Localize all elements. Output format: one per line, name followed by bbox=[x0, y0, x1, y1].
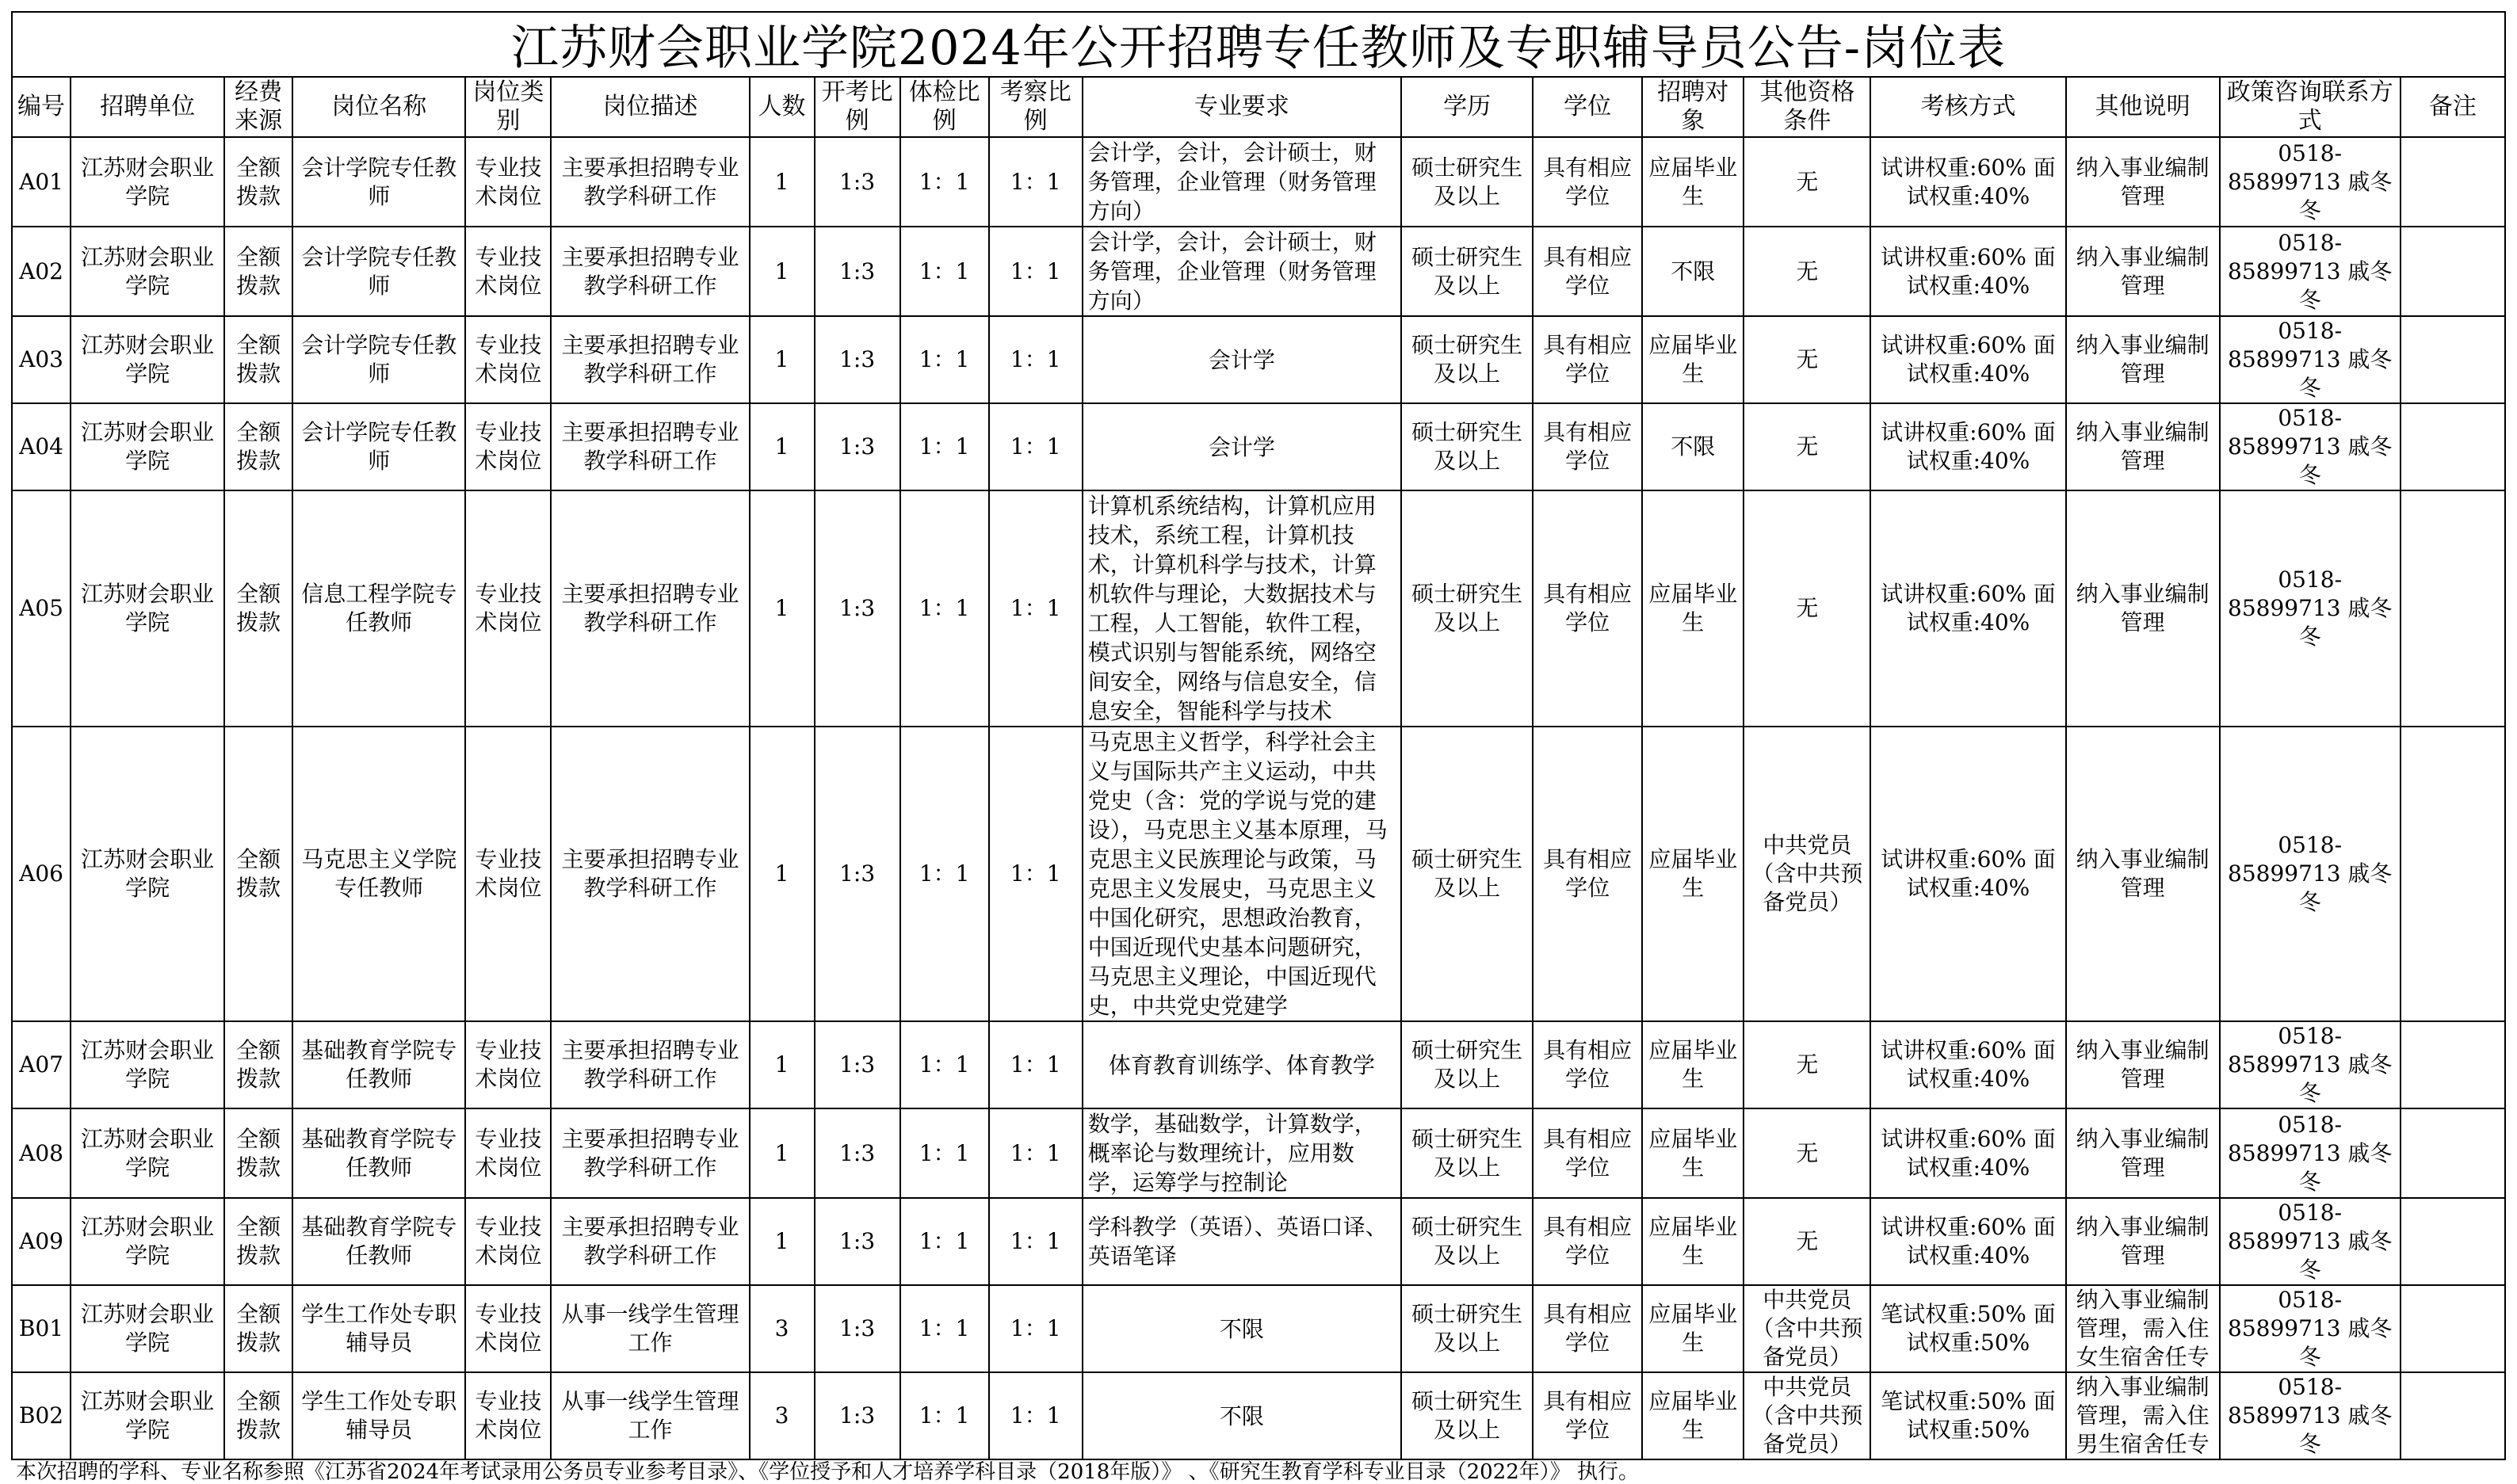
cell-category: 专业技术岗位 bbox=[465, 227, 551, 316]
column-header: 人数 bbox=[750, 77, 815, 137]
cell-inspect-ratio: 1：1 bbox=[989, 316, 1083, 403]
cell-exam-ratio: 1:3 bbox=[815, 403, 900, 490]
cell-contact: 0518-85899713 戚冬冬 bbox=[2220, 403, 2401, 490]
cell-assess: 试讲权重:60% 面试权重:40% bbox=[1870, 490, 2065, 727]
cell-target: 应届毕业生 bbox=[1642, 1108, 1744, 1198]
cell-contact: 0518-85899713 戚冬冬 bbox=[2220, 727, 2401, 1021]
table-row bbox=[12, 1198, 2505, 1285]
cell-id: A02 bbox=[12, 227, 71, 316]
cell-contact: 0518-85899713 戚冬冬 bbox=[2220, 1108, 2401, 1198]
cell-edu: 硕士研究生及以上 bbox=[1401, 1285, 1533, 1372]
cell-remark bbox=[2401, 1108, 2505, 1198]
column-header: 考察比例 bbox=[989, 77, 1083, 137]
cell-edu: 硕士研究生及以上 bbox=[1401, 316, 1533, 403]
cell-major: 数学，基础数学，计算数学，概率论与数理统计，应用数学，运筹学与控制论 bbox=[1083, 1108, 1401, 1198]
cell-target: 应届毕业生 bbox=[1642, 316, 1744, 403]
cell-degree: 具有相应学位 bbox=[1533, 137, 1642, 227]
column-header: 体检比例 bbox=[900, 77, 989, 137]
table-row bbox=[12, 227, 2505, 316]
column-header: 考核方式 bbox=[1870, 77, 2065, 137]
cell-major: 会计学，会计，会计硕士，财务管理，企业管理（财务管理方向） bbox=[1083, 137, 1401, 227]
cell-degree: 具有相应学位 bbox=[1533, 1372, 1642, 1459]
cell-funding: 全额拨款 bbox=[224, 1108, 292, 1198]
cell-unit: 江苏财会职业学院 bbox=[71, 316, 224, 403]
cell-edu: 硕士研究生及以上 bbox=[1401, 403, 1533, 490]
column-header: 其他资格条件 bbox=[1744, 77, 1870, 137]
cell-post: 基础教育学院专任教师 bbox=[292, 1108, 465, 1198]
cell-target: 应届毕业生 bbox=[1642, 490, 1744, 727]
column-header: 其他说明 bbox=[2066, 77, 2220, 137]
cell-note: 纳入事业编制管理 bbox=[2066, 403, 2220, 490]
column-header: 专业要求 bbox=[1083, 77, 1401, 137]
cell-target: 应届毕业生 bbox=[1642, 727, 1744, 1021]
cell-contact: 0518-85899713 戚冬冬 bbox=[2220, 490, 2401, 727]
cell-unit: 江苏财会职业学院 bbox=[71, 1372, 224, 1459]
cell-exam-ratio: 1:3 bbox=[815, 1285, 900, 1372]
cell-target: 应届毕业生 bbox=[1642, 137, 1744, 227]
cell-edu: 硕士研究生及以上 bbox=[1401, 137, 1533, 227]
cell-assess: 试讲权重:60% 面试权重:40% bbox=[1870, 1021, 2065, 1108]
cell-physical-ratio: 1：1 bbox=[900, 727, 989, 1021]
cell-id: A01 bbox=[12, 137, 71, 227]
cell-assess: 试讲权重:60% 面试权重:40% bbox=[1870, 1108, 2065, 1198]
cell-inspect-ratio: 1：1 bbox=[989, 403, 1083, 490]
cell-contact: 0518-85899713 戚冬冬 bbox=[2220, 227, 2401, 316]
cell-count: 1 bbox=[750, 403, 815, 490]
cell-degree: 具有相应学位 bbox=[1533, 227, 1642, 316]
cell-contact: 0518-85899713 戚冬冬 bbox=[2220, 1021, 2401, 1108]
positions-table bbox=[11, 76, 2506, 1460]
cell-desc: 主要承担招聘专业教学科研工作 bbox=[551, 1198, 749, 1285]
column-header: 备注 bbox=[2401, 77, 2505, 137]
cell-edu: 硕士研究生及以上 bbox=[1401, 1108, 1533, 1198]
cell-note: 纳入事业编制管理 bbox=[2066, 1198, 2220, 1285]
cell-count: 1 bbox=[750, 490, 815, 727]
cell-degree: 具有相应学位 bbox=[1533, 403, 1642, 490]
cell-edu: 硕士研究生及以上 bbox=[1401, 1198, 1533, 1285]
cell-remark bbox=[2401, 1285, 2505, 1372]
cell-other-qual: 无 bbox=[1744, 1198, 1870, 1285]
cell-inspect-ratio: 1：1 bbox=[989, 227, 1083, 316]
cell-note: 纳入事业编制管理 bbox=[2066, 316, 2220, 403]
table-row bbox=[12, 727, 2505, 1021]
cell-desc: 从事一线学生管理工作 bbox=[551, 1285, 749, 1372]
cell-degree: 具有相应学位 bbox=[1533, 316, 1642, 403]
cell-other-qual: 无 bbox=[1744, 403, 1870, 490]
cell-id: A09 bbox=[12, 1198, 71, 1285]
cell-remark bbox=[2401, 227, 2505, 316]
cell-edu: 硕士研究生及以上 bbox=[1401, 1372, 1533, 1459]
cell-note: 纳入事业编制管理 bbox=[2066, 227, 2220, 316]
cell-other-qual: 中共党员（含中共预备党员） bbox=[1744, 1285, 1870, 1372]
cell-assess: 试讲权重:60% 面试权重:40% bbox=[1870, 316, 2065, 403]
header-row bbox=[12, 77, 2505, 137]
cell-assess: 试讲权重:60% 面试权重:40% bbox=[1870, 137, 2065, 227]
cell-count: 1 bbox=[750, 316, 815, 403]
column-header: 学位 bbox=[1533, 77, 1642, 137]
cell-funding: 全额拨款 bbox=[224, 1021, 292, 1108]
cell-desc: 主要承担招聘专业教学科研工作 bbox=[551, 227, 749, 316]
cell-desc: 主要承担招聘专业教学科研工作 bbox=[551, 137, 749, 227]
cell-post: 会计学院专任教师 bbox=[292, 137, 465, 227]
cell-assess: 试讲权重:60% 面试权重:40% bbox=[1870, 227, 2065, 316]
cell-funding: 全额拨款 bbox=[224, 1285, 292, 1372]
cell-remark bbox=[2401, 1021, 2505, 1108]
cell-category: 专业技术岗位 bbox=[465, 1198, 551, 1285]
table-row bbox=[12, 403, 2505, 490]
cell-degree: 具有相应学位 bbox=[1533, 1285, 1642, 1372]
cell-funding: 全额拨款 bbox=[224, 1198, 292, 1285]
cell-funding: 全额拨款 bbox=[224, 727, 292, 1021]
cell-edu: 硕士研究生及以上 bbox=[1401, 727, 1533, 1021]
cell-major: 不限 bbox=[1083, 1372, 1401, 1459]
cell-note: 纳入事业编制管理，需入住男生宿舍任专 bbox=[2066, 1372, 2220, 1459]
column-header: 经费来源 bbox=[224, 77, 292, 137]
cell-major: 会计学，会计，会计硕士，财务管理，企业管理（财务管理方向） bbox=[1083, 227, 1401, 316]
footnote: 本次招聘的学科、专业名称参照《江苏省2024年考试录用公务员专业参考目录》、《学位授予和人才培养学科目录（2018年版）》 、《研究生教育学科专业目录（2022年）》 执行。 bbox=[16, 1460, 1640, 1484]
cell-exam-ratio: 1:3 bbox=[815, 1021, 900, 1108]
column-header: 开考比例 bbox=[815, 77, 900, 137]
cell-desc: 从事一线学生管理工作 bbox=[551, 1372, 749, 1459]
cell-note: 纳入事业编制管理 bbox=[2066, 137, 2220, 227]
column-header: 编号 bbox=[12, 77, 71, 137]
cell-count: 1 bbox=[750, 227, 815, 316]
cell-other-qual: 无 bbox=[1744, 1108, 1870, 1198]
cell-category: 专业技术岗位 bbox=[465, 137, 551, 227]
cell-physical-ratio: 1：1 bbox=[900, 1198, 989, 1285]
cell-remark bbox=[2401, 727, 2505, 1021]
cell-major: 学科教学（英语）、英语口译、英语笔译 bbox=[1083, 1198, 1401, 1285]
cell-major: 体育教育训练学、体育教学 bbox=[1083, 1021, 1401, 1108]
cell-other-qual: 无 bbox=[1744, 227, 1870, 316]
column-header: 招聘单位 bbox=[71, 77, 224, 137]
cell-degree: 具有相应学位 bbox=[1533, 1198, 1642, 1285]
cell-inspect-ratio: 1：1 bbox=[989, 1285, 1083, 1372]
cell-remark bbox=[2401, 490, 2505, 727]
cell-physical-ratio: 1：1 bbox=[900, 1021, 989, 1108]
cell-target: 应届毕业生 bbox=[1642, 1372, 1744, 1459]
cell-exam-ratio: 1:3 bbox=[815, 1372, 900, 1459]
cell-desc: 主要承担招聘专业教学科研工作 bbox=[551, 403, 749, 490]
cell-id: A03 bbox=[12, 316, 71, 403]
cell-other-qual: 无 bbox=[1744, 316, 1870, 403]
cell-id: A04 bbox=[12, 403, 71, 490]
cell-physical-ratio: 1：1 bbox=[900, 490, 989, 727]
cell-physical-ratio: 1：1 bbox=[900, 227, 989, 316]
cell-note: 纳入事业编制管理 bbox=[2066, 490, 2220, 727]
cell-contact: 0518-85899713 戚冬冬 bbox=[2220, 1198, 2401, 1285]
cell-contact: 0518-85899713 戚冬冬 bbox=[2220, 316, 2401, 403]
column-header: 学历 bbox=[1401, 77, 1533, 137]
cell-major: 会计学 bbox=[1083, 403, 1401, 490]
cell-id: A08 bbox=[12, 1108, 71, 1198]
cell-assess: 笔试权重:50% 面试权重:50% bbox=[1870, 1372, 2065, 1459]
cell-desc: 主要承担招聘专业教学科研工作 bbox=[551, 727, 749, 1021]
cell-post: 基础教育学院专任教师 bbox=[292, 1198, 465, 1285]
cell-assess: 试讲权重:60% 面试权重:40% bbox=[1870, 727, 2065, 1021]
cell-desc: 主要承担招聘专业教学科研工作 bbox=[551, 490, 749, 727]
cell-physical-ratio: 1：1 bbox=[900, 1372, 989, 1459]
cell-desc: 主要承担招聘专业教学科研工作 bbox=[551, 1108, 749, 1198]
cell-post: 马克思主义学院专任教师 bbox=[292, 727, 465, 1021]
cell-inspect-ratio: 1：1 bbox=[989, 137, 1083, 227]
cell-category: 专业技术岗位 bbox=[465, 316, 551, 403]
cell-category: 专业技术岗位 bbox=[465, 403, 551, 490]
cell-count: 3 bbox=[750, 1285, 815, 1372]
table-row bbox=[12, 1372, 2505, 1459]
cell-inspect-ratio: 1：1 bbox=[989, 1372, 1083, 1459]
cell-inspect-ratio: 1：1 bbox=[989, 1021, 1083, 1108]
cell-remark bbox=[2401, 1198, 2505, 1285]
cell-degree: 具有相应学位 bbox=[1533, 490, 1642, 727]
cell-category: 专业技术岗位 bbox=[465, 1021, 551, 1108]
cell-exam-ratio: 1:3 bbox=[815, 490, 900, 727]
cell-exam-ratio: 1:3 bbox=[815, 227, 900, 316]
cell-count: 1 bbox=[750, 1021, 815, 1108]
cell-post: 基础教育学院专任教师 bbox=[292, 1021, 465, 1108]
cell-remark bbox=[2401, 316, 2505, 403]
cell-unit: 江苏财会职业学院 bbox=[71, 137, 224, 227]
cell-count: 3 bbox=[750, 1372, 815, 1459]
cell-remark bbox=[2401, 137, 2505, 227]
cell-exam-ratio: 1:3 bbox=[815, 137, 900, 227]
column-header: 岗位类别 bbox=[465, 77, 551, 137]
cell-funding: 全额拨款 bbox=[224, 227, 292, 316]
cell-target: 应届毕业生 bbox=[1642, 1021, 1744, 1108]
column-header: 岗位名称 bbox=[292, 77, 465, 137]
cell-funding: 全额拨款 bbox=[224, 490, 292, 727]
cell-major: 不限 bbox=[1083, 1285, 1401, 1372]
cell-other-qual: 无 bbox=[1744, 137, 1870, 227]
cell-inspect-ratio: 1：1 bbox=[989, 1198, 1083, 1285]
cell-desc: 主要承担招聘专业教学科研工作 bbox=[551, 1021, 749, 1108]
cell-unit: 江苏财会职业学院 bbox=[71, 1108, 224, 1198]
cell-unit: 江苏财会职业学院 bbox=[71, 227, 224, 316]
cell-post: 会计学院专任教师 bbox=[292, 403, 465, 490]
cell-funding: 全额拨款 bbox=[224, 137, 292, 227]
table-row bbox=[12, 490, 2505, 727]
table-row bbox=[12, 1021, 2505, 1108]
cell-physical-ratio: 1：1 bbox=[900, 403, 989, 490]
cell-note: 纳入事业编制管理 bbox=[2066, 1021, 2220, 1108]
cell-post: 学生工作处专职辅导员 bbox=[292, 1372, 465, 1459]
cell-other-qual: 中共党员（含中共预备党员） bbox=[1744, 1372, 1870, 1459]
cell-note: 纳入事业编制管理 bbox=[2066, 1108, 2220, 1198]
table-row bbox=[12, 1285, 2505, 1372]
cell-major: 会计学 bbox=[1083, 316, 1401, 403]
cell-note: 纳入事业编制管理 bbox=[2066, 727, 2220, 1021]
cell-physical-ratio: 1：1 bbox=[900, 1108, 989, 1198]
cell-id: A05 bbox=[12, 490, 71, 727]
cell-other-qual: 无 bbox=[1744, 490, 1870, 727]
cell-id: B02 bbox=[12, 1372, 71, 1459]
cell-physical-ratio: 1：1 bbox=[900, 316, 989, 403]
column-header: 招聘对象 bbox=[1642, 77, 1744, 137]
cell-unit: 江苏财会职业学院 bbox=[71, 403, 224, 490]
cell-category: 专业技术岗位 bbox=[465, 490, 551, 727]
cell-category: 专业技术岗位 bbox=[465, 727, 551, 1021]
cell-unit: 江苏财会职业学院 bbox=[71, 727, 224, 1021]
cell-post: 信息工程学院专任教师 bbox=[292, 490, 465, 727]
cell-remark bbox=[2401, 403, 2505, 490]
column-header: 岗位描述 bbox=[551, 77, 749, 137]
job-table-sheet bbox=[11, 11, 2506, 1484]
cell-id: B01 bbox=[12, 1285, 71, 1372]
cell-assess: 试讲权重:60% 面试权重:40% bbox=[1870, 403, 2065, 490]
cell-degree: 具有相应学位 bbox=[1533, 727, 1642, 1021]
cell-assess: 笔试权重:50% 面试权重:50% bbox=[1870, 1285, 2065, 1372]
cell-other-qual: 无 bbox=[1744, 1021, 1870, 1108]
cell-exam-ratio: 1:3 bbox=[815, 1198, 900, 1285]
table-row bbox=[12, 137, 2505, 227]
cell-degree: 具有相应学位 bbox=[1533, 1021, 1642, 1108]
cell-funding: 全额拨款 bbox=[224, 316, 292, 403]
cell-assess: 试讲权重:60% 面试权重:40% bbox=[1870, 1198, 2065, 1285]
cell-unit: 江苏财会职业学院 bbox=[71, 490, 224, 727]
cell-physical-ratio: 1：1 bbox=[900, 137, 989, 227]
cell-count: 1 bbox=[750, 727, 815, 1021]
cell-contact: 0518-85899713 戚冬冬 bbox=[2220, 1285, 2401, 1372]
cell-exam-ratio: 1:3 bbox=[815, 727, 900, 1021]
cell-major: 马克思主义哲学，科学社会主义与国际共产主义运动，中共党史（含：党的学说与党的建设），马克思主义基本原理，马克思主义民族理论与政策，马克思主义发展史，马克思主义中国化研究，思想政治教育，中国近现代史基本问题研究，马克思主义理论，中国近现代史，中共党史党建学 bbox=[1083, 727, 1401, 1021]
cell-contact: 0518-85899713 戚冬冬 bbox=[2220, 137, 2401, 227]
cell-post: 会计学院专任教师 bbox=[292, 227, 465, 316]
cell-funding: 全额拨款 bbox=[224, 1372, 292, 1459]
cell-target: 不限 bbox=[1642, 403, 1744, 490]
cell-id: A06 bbox=[12, 727, 71, 1021]
page-title: 江苏财会职业学院2024年公开招聘专任教师及专职辅导员公告-岗位表 bbox=[11, 11, 2506, 76]
cell-post: 学生工作处专职辅导员 bbox=[292, 1285, 465, 1372]
cell-inspect-ratio: 1：1 bbox=[989, 1108, 1083, 1198]
cell-other-qual: 中共党员（含中共预备党员） bbox=[1744, 727, 1870, 1021]
cell-count: 1 bbox=[750, 1108, 815, 1198]
cell-physical-ratio: 1：1 bbox=[900, 1285, 989, 1372]
cell-edu: 硕士研究生及以上 bbox=[1401, 490, 1533, 727]
cell-unit: 江苏财会职业学院 bbox=[71, 1021, 224, 1108]
cell-id: A07 bbox=[12, 1021, 71, 1108]
cell-major: 计算机系统结构，计算机应用技术，系统工程，计算机技术，计算机科学与技术，计算机软件与理论，大数据技术与工程，人工智能，软件工程，模式识别与智能系统，网络空间安全，网络与信息安全，信息安全，智能科学与技术 bbox=[1083, 490, 1401, 727]
table-row bbox=[12, 1108, 2505, 1198]
cell-target: 应届毕业生 bbox=[1642, 1285, 1744, 1372]
cell-count: 1 bbox=[750, 137, 815, 227]
cell-edu: 硕士研究生及以上 bbox=[1401, 227, 1533, 316]
cell-post: 会计学院专任教师 bbox=[292, 316, 465, 403]
cell-degree: 具有相应学位 bbox=[1533, 1108, 1642, 1198]
cell-unit: 江苏财会职业学院 bbox=[71, 1285, 224, 1372]
cell-category: 专业技术岗位 bbox=[465, 1108, 551, 1198]
cell-exam-ratio: 1:3 bbox=[815, 1108, 900, 1198]
cell-contact: 0518-85899713 戚冬冬 bbox=[2220, 1372, 2401, 1459]
column-header: 政策咨询联系方式 bbox=[2220, 77, 2401, 137]
cell-edu: 硕士研究生及以上 bbox=[1401, 1021, 1533, 1108]
cell-unit: 江苏财会职业学院 bbox=[71, 1198, 224, 1285]
cell-category: 专业技术岗位 bbox=[465, 1285, 551, 1372]
cell-target: 应届毕业生 bbox=[1642, 1198, 1744, 1285]
cell-remark bbox=[2401, 1372, 2505, 1459]
cell-target: 不限 bbox=[1642, 227, 1744, 316]
cell-exam-ratio: 1:3 bbox=[815, 316, 900, 403]
cell-note: 纳入事业编制管理，需入住女生宿舍任专 bbox=[2066, 1285, 2220, 1372]
cell-count: 1 bbox=[750, 1198, 815, 1285]
cell-inspect-ratio: 1：1 bbox=[989, 727, 1083, 1021]
cell-desc: 主要承担招聘专业教学科研工作 bbox=[551, 316, 749, 403]
cell-funding: 全额拨款 bbox=[224, 403, 292, 490]
table-row bbox=[12, 316, 2505, 403]
cell-category: 专业技术岗位 bbox=[465, 1372, 551, 1459]
cell-inspect-ratio: 1：1 bbox=[989, 490, 1083, 727]
